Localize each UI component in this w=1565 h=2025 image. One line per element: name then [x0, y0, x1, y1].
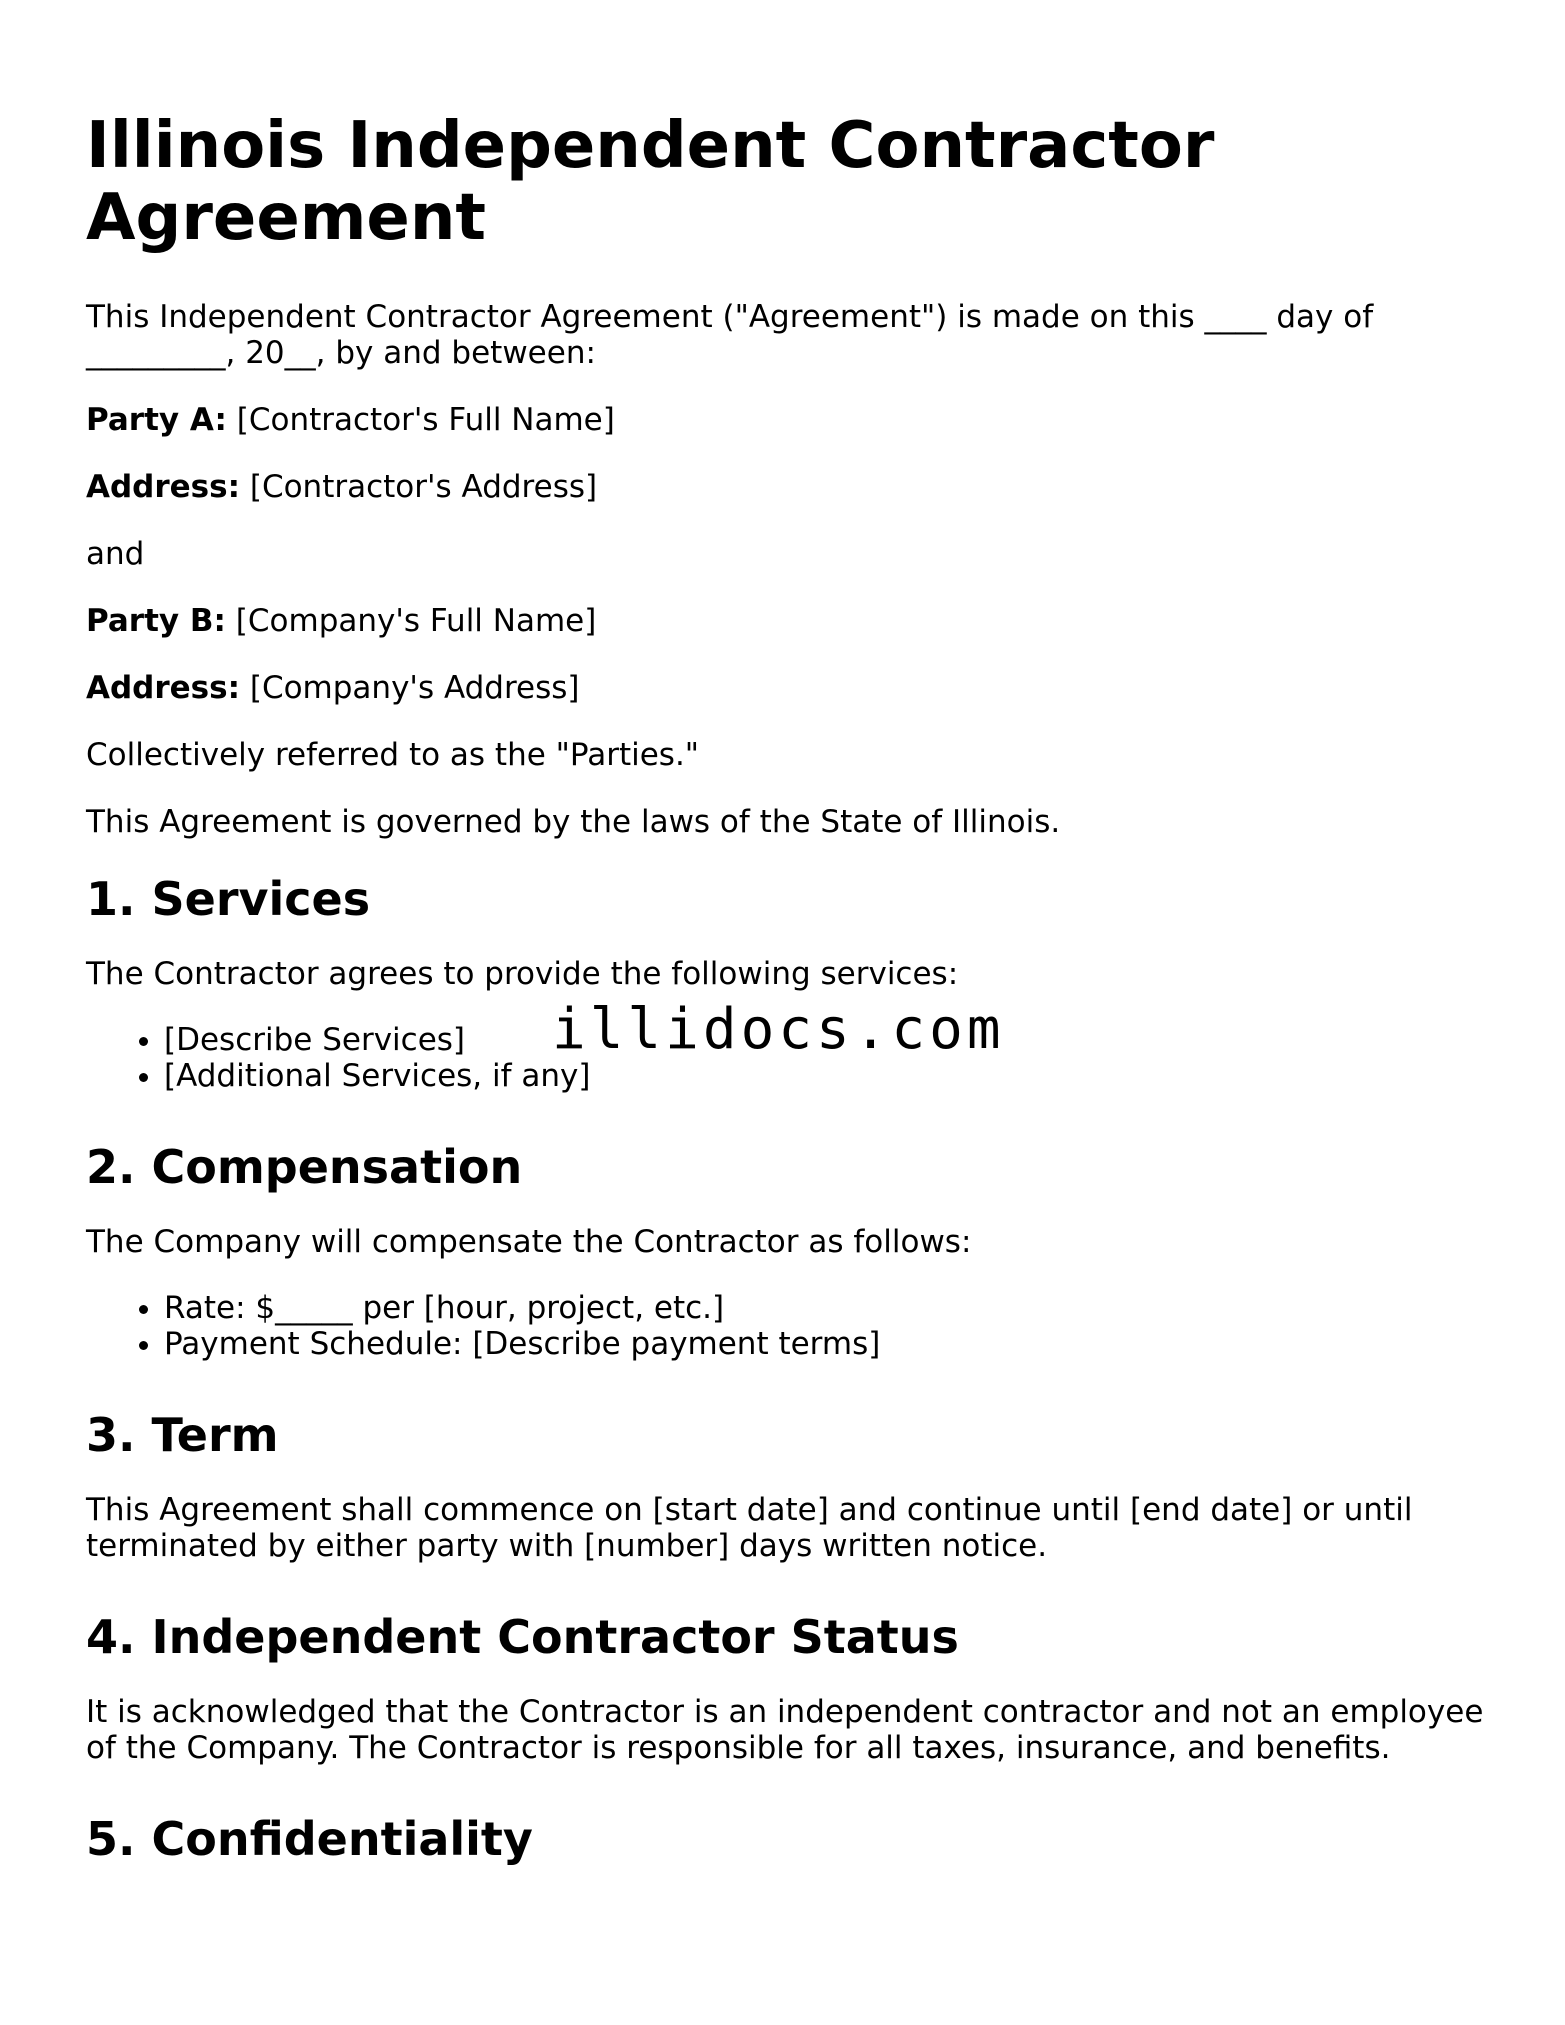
document-title: Illinois Independent Contractor Agreement [86, 109, 1215, 255]
party-b-label: Party B: [86, 603, 226, 639]
governed-paragraph: This Agreement is governed by the laws of the State of Illinois. [86, 804, 1061, 840]
section-compensation-heading: 2. Compensation [86, 1140, 523, 1194]
section-term-text: This Agreement shall commence on [start date] and continue until [end date] or until terminated by either party with [number] days written notice. [86, 1492, 1413, 1564]
party-a-label: Party A: [86, 402, 227, 438]
section-status-text: It is acknowledged that the Contractor is an independent contractor and not an employee of the Company. The Contractor is responsible for all taxes, insurance, and benefits. [86, 1694, 1484, 1766]
address-b-value: [Company's Address] [240, 670, 580, 706]
document-page [86, 0, 1486, 1866]
compensation-list [86, 1290, 1486, 1362]
section-confidentiality-heading: 5. Confidentiality [86, 1812, 533, 1866]
section-compensation-text: The Company will compensate the Contractor as follows: [86, 1224, 972, 1260]
address-a-label: Address: [86, 469, 240, 505]
section-services-heading: 1. Services [86, 872, 371, 926]
party-a-line [86, 402, 1486, 438]
list-item: • [Describe Services] [164, 1022, 1486, 1058]
watermark-text: illidocs.com [552, 997, 1005, 1062]
collective-paragraph: Collectively referred to as the "Parties." [86, 737, 700, 773]
address-a-line [86, 469, 1486, 505]
intro-paragraph: This Independent Contractor Agreement ("Agreement") is made on this ____ day of _________, 20__, by and between: [86, 299, 1374, 371]
list-item: • [Additional Services, if any] [164, 1058, 1486, 1094]
section-term-heading: 3. Term [86, 1408, 279, 1462]
and-text: and [86, 536, 145, 572]
party-b-line [86, 603, 1486, 639]
list-item: • Payment Schedule: [Describe payment terms] [164, 1326, 1486, 1362]
party-b-value: [Company's Full Name] [225, 603, 597, 639]
section-status-heading: 4. Independent Contractor Status [86, 1610, 959, 1664]
section-services-text: The Contractor agrees to provide the following services: [86, 956, 959, 992]
address-b-line [86, 670, 1486, 706]
party-a-value: [Contractor's Full Name] [226, 402, 615, 438]
address-a-value: [Contractor's Address] [240, 469, 598, 505]
list-item: • Rate: $_____ per [hour, project, etc.] [164, 1290, 1486, 1326]
address-b-label: Address: [86, 670, 240, 706]
